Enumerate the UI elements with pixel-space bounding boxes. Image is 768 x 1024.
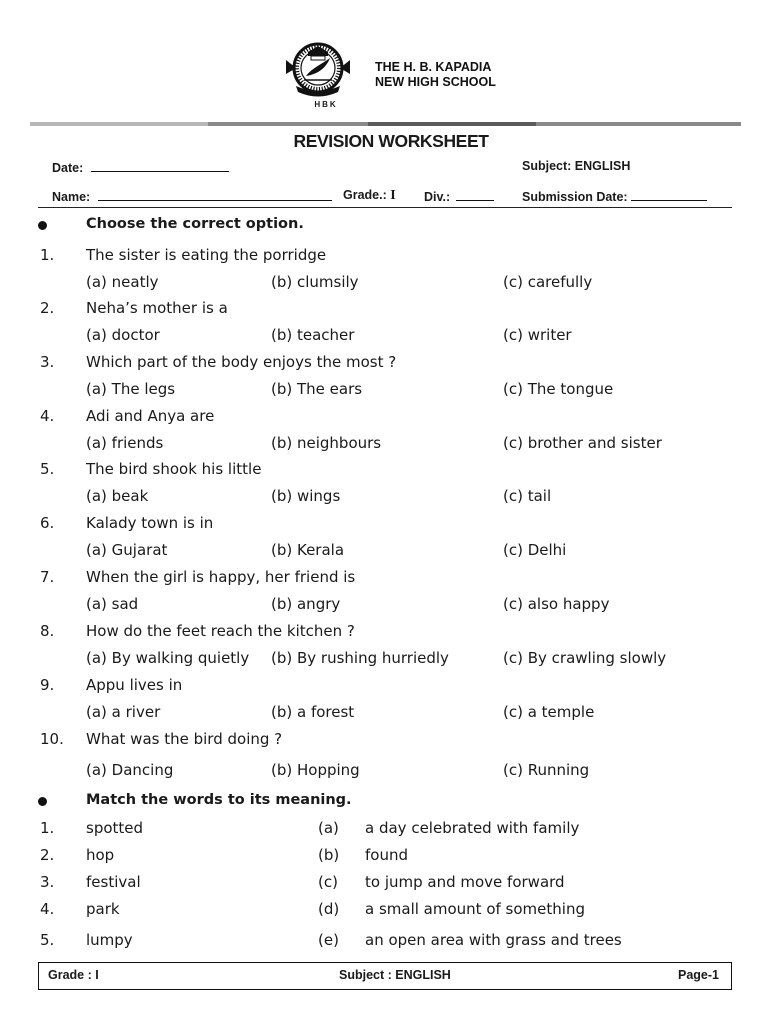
question-row [0,299,768,323]
question-number: 10. [40,730,64,748]
match-number: 5. [40,931,55,949]
option-a[interactable]: (a) Dancing [86,761,174,779]
question-row [0,353,768,377]
submission-date-field [522,188,707,204]
match-word: lumpy [86,931,133,949]
page-footer [38,962,732,990]
options-row [0,380,768,404]
question-text: What was the bird doing ? [86,730,283,748]
match-number: 2. [40,846,55,864]
match-row [0,819,768,843]
question-row [0,568,768,592]
option-a[interactable]: (a) By walking quietly [86,649,250,667]
name-label: Name: [52,190,91,204]
grade-field [343,188,396,204]
option-c[interactable]: (c) a temple [503,703,595,721]
question-number: 2. [40,299,55,317]
options-row [0,273,768,297]
match-meaning: found [365,846,408,864]
question-number: 6. [40,514,55,532]
option-a[interactable]: (a) doctor [86,326,160,344]
meta-divider [38,207,732,208]
options-row [0,326,768,350]
match-word: spotted [86,819,144,837]
question-text: The sister is eating the porridge [86,246,327,264]
option-b[interactable]: (b) Kerala [271,541,345,559]
div-label: Div.: [424,190,451,204]
options-row [0,703,768,727]
header-rule-segment [536,122,741,126]
option-a[interactable]: (a) neatly [86,273,159,291]
bullet-icon [38,797,47,806]
question-row [0,730,768,754]
match-row [0,900,768,924]
match-row [0,931,768,955]
match-word: hop [86,846,115,864]
logo-abbreviation: HBK [314,100,338,109]
options-row [0,434,768,458]
question-text: Appu lives in [86,676,183,694]
question-text: Which part of the body enjoys the most ? [86,353,397,371]
options-row [0,761,768,785]
option-b[interactable]: (b) clumsily [271,273,359,291]
options-row [0,487,768,511]
match-letter: (b) [318,846,340,864]
match-number: 3. [40,873,55,891]
question-row [0,407,768,431]
question-text: How do the feet reach the kitchen ? [86,622,355,640]
question-row [0,622,768,646]
question-row [0,514,768,538]
question-text: The bird shook his little [86,460,262,478]
option-b[interactable]: (b) teacher [271,326,355,344]
option-c[interactable]: (c) brother and sister [503,434,662,452]
match-word: park [86,900,120,918]
submission-date-blank[interactable] [631,188,707,201]
date-blank[interactable] [91,159,229,172]
option-c[interactable]: (c) writer [503,326,572,344]
option-a[interactable]: (a) Gujarat [86,541,168,559]
question-number: 3. [40,353,55,371]
question-number: 8. [40,622,55,640]
match-word: festival [86,873,141,891]
section-heading: Match the words to its meaning. [86,792,352,808]
date-label: Date: [52,161,84,175]
match-letter: (d) [318,900,340,918]
header-rule-segment [368,122,536,126]
options-row [0,541,768,565]
options-row [0,595,768,619]
question-number: 1. [40,246,55,264]
header-rule-segment [30,122,208,126]
match-letter: (c) [318,873,338,891]
section-heading: Choose the correct option. [86,216,304,232]
page-header [0,0,768,124]
option-c[interactable]: (c) The tongue [503,380,614,398]
match-meaning: to jump and move forward [365,873,565,891]
option-a[interactable]: (a) friends [86,434,164,452]
header-rule-segment [208,122,368,126]
option-b[interactable]: (b) angry [271,595,341,613]
grade-label: Grade.: [343,188,387,202]
option-a[interactable]: (a) beak [86,487,149,505]
match-number: 4. [40,900,55,918]
options-row [0,649,768,673]
question-row [0,460,768,484]
date-field [52,159,229,175]
div-blank[interactable] [456,188,494,201]
option-a[interactable]: (a) sad [86,595,139,613]
option-b[interactable]: (b) neighbours [271,434,382,452]
option-b[interactable]: (b) a forest [271,703,355,721]
name-field [52,188,332,204]
school-crest-icon [282,38,354,102]
option-c[interactable]: (c) also happy [503,595,610,613]
question-number: 9. [40,676,55,694]
school-name-line1: THE H. B. KAPADIA [375,60,492,74]
bullet-icon [38,221,47,230]
option-b[interactable]: (b) By rushing hurriedly [271,649,449,667]
match-letter: (e) [318,931,339,949]
question-text: When the girl is happy, her friend is [86,568,356,586]
question-text: Kalady town is in [86,514,214,532]
footer-page-number: Page-1 [678,968,719,982]
question-row [0,246,768,270]
school-name [375,60,496,90]
submission-date-label: Submission Date: [522,190,628,204]
question-row [0,676,768,700]
question-text: Adi and Anya are [86,407,215,425]
question-number: 4. [40,407,55,425]
match-row [0,846,768,870]
footer-subject: Subject : ENGLISH [339,968,451,982]
worksheet-title: REVISION WORKSHEET [293,131,489,151]
grade-value: I [390,188,396,203]
option-c[interactable]: (c) Delhi [503,541,567,559]
option-b[interactable]: (b) wings [271,487,341,505]
question-text: Neha’s mother is a [86,299,228,317]
option-c[interactable]: (c) tail [503,487,552,505]
option-a[interactable]: (a) a river [86,703,161,721]
div-field [424,188,494,204]
option-c[interactable]: (c) Running [503,761,590,779]
match-meaning: a small amount of something [365,900,585,918]
option-c[interactable]: (c) By crawling slowly [503,649,667,667]
name-blank[interactable] [98,188,332,201]
question-number: 5. [40,460,55,478]
school-name-line2: NEW HIGH SCHOOL [375,75,496,89]
match-meaning: an open area with grass and trees [365,931,622,949]
option-b[interactable]: (b) Hopping [271,761,360,779]
question-number: 7. [40,568,55,586]
match-row [0,873,768,897]
option-a[interactable]: (a) The legs [86,380,176,398]
footer-grade: Grade : I [48,968,99,982]
match-number: 1. [40,819,55,837]
option-b[interactable]: (b) The ears [271,380,363,398]
match-meaning: a day celebrated with family [365,819,580,837]
match-letter: (a) [318,819,339,837]
subject-label: Subject: ENGLISH [522,159,631,173]
option-c[interactable]: (c) carefully [503,273,593,291]
